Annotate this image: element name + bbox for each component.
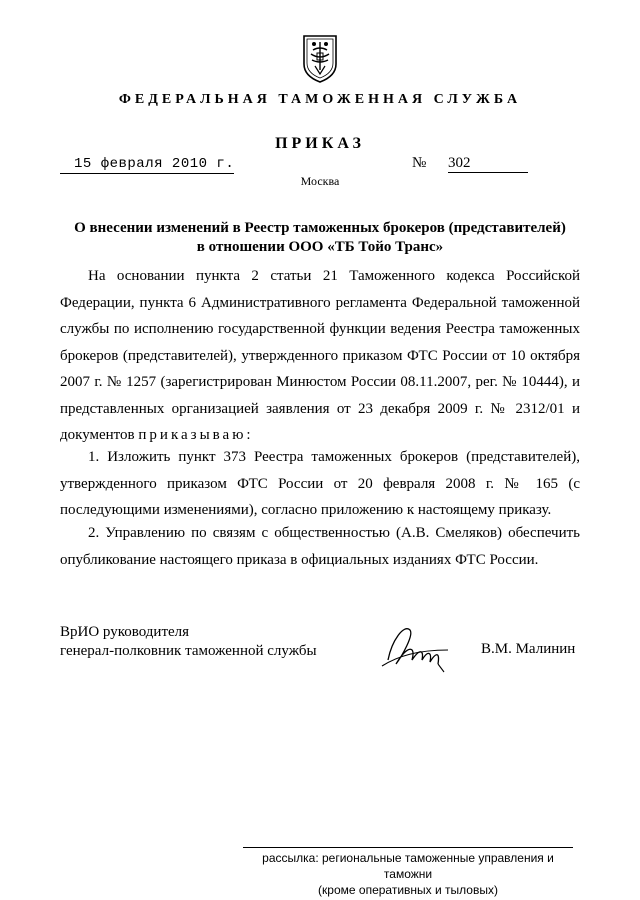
document-type: ПРИКАЗ	[275, 135, 365, 152]
preamble-text: На основании пункта 2 статьи 21 Таможенного кодекса Российской Федерации, пункта 6 Административного регламента Федеральной таможенной службы по исполнению государственной функции ведения Реестра таможенных брокеров (представителей), утвержденного приказом ФТС России от 10 октября 2007 г. № 1257 (зарегистрирован Минюстом России 08.11.2007, рег. № 10444), и представленных организацией заявления от 23 декабря 2009 г. № 2312/01 и документов	[60, 268, 580, 443]
order-item-1: 1. Изложить пункт 373 Реестра таможенных брокеров (представителей), утвержденного приказом ФТС России от 20 февраля 2008 г. № 165 (с последующими изменениями), согласно приложению к настоящему приказу.	[60, 449, 580, 518]
order-word: приказываю:	[138, 427, 254, 443]
preamble-paragraph	[60, 263, 580, 449]
mailing-line-1: рассылка: региональные таможенные управления и таможни	[262, 851, 554, 881]
order-number-label: №	[412, 155, 427, 171]
order-item-2: 2. Управлению по связям с общественностью (А.В. Смеляков) обеспечить опубликование настоящего приказа в официальных изданиях ФТС России.	[60, 525, 580, 568]
coat-of-arms-emblem	[300, 30, 340, 84]
order-number: 302	[448, 155, 528, 173]
signatory-position-line-1: ВрИО руководителя	[60, 624, 190, 640]
order-title	[60, 219, 580, 257]
signatory-position	[60, 623, 317, 661]
order-title-line-1: О внесении изменений в Реестр таможенных брокеров (представителей)	[74, 220, 566, 236]
city: Москва	[300, 174, 340, 188]
order-date: 15 февраля 2010 г.	[60, 156, 234, 174]
organization-name: ФЕДЕРАЛЬНАЯ ТАМОЖЕННАЯ СЛУЖБА	[118, 92, 522, 107]
signatory-name: В.М. Малинин	[481, 641, 576, 657]
mailing-list	[243, 850, 573, 898]
order-title-line-2: в отношении ООО «ТБ Тойо Транс»	[196, 239, 444, 255]
signatory-position-line-2: генерал-полковник таможенной службы	[60, 643, 317, 659]
mailing-line-2: (кроме оперативных и тыловых)	[318, 883, 498, 897]
handwritten-signature	[378, 620, 460, 676]
mailing-divider	[243, 847, 573, 848]
